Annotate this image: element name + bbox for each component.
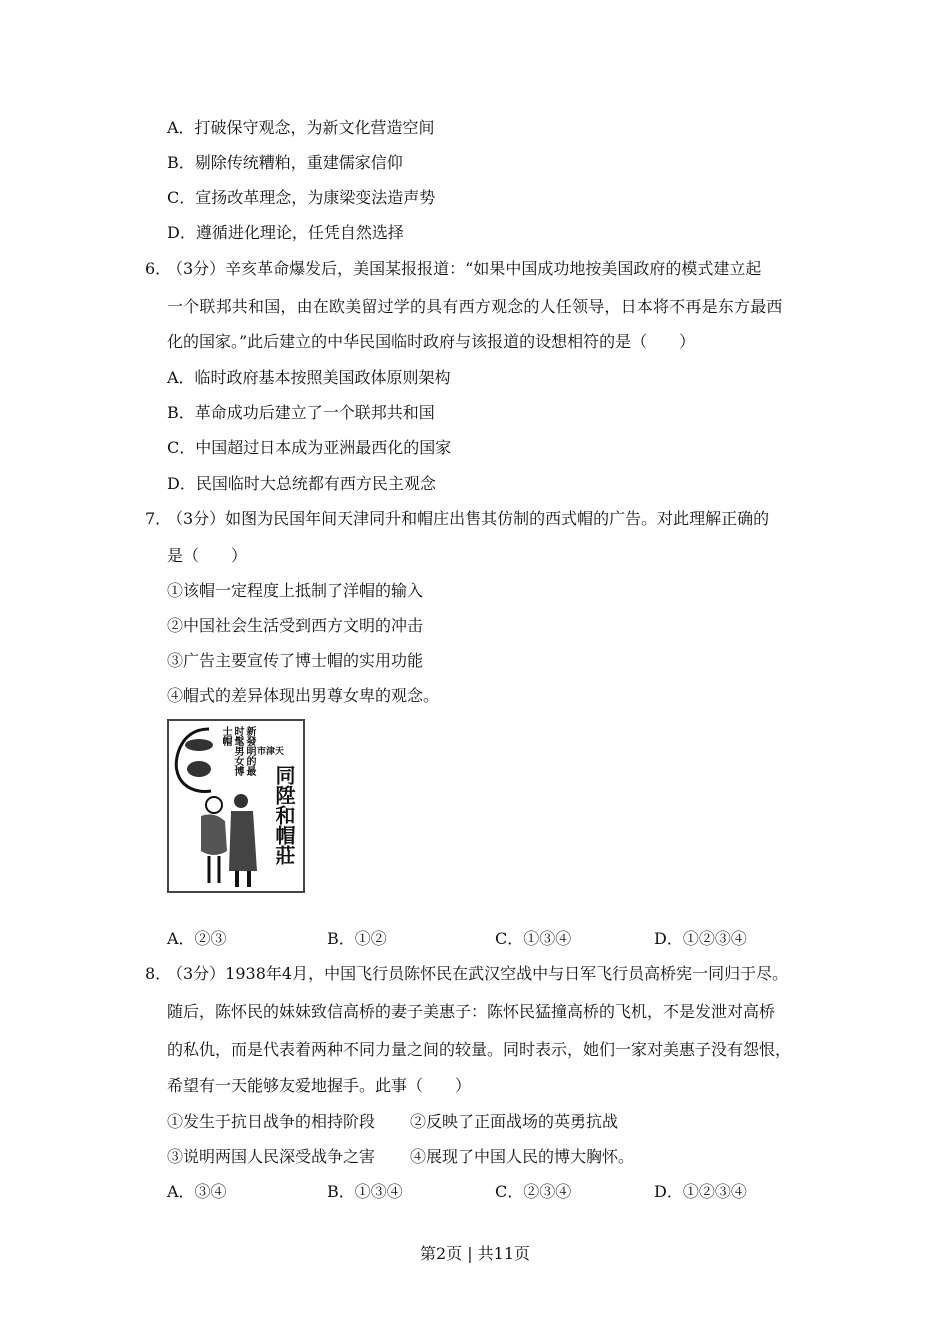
q6-number: 6． xyxy=(145,259,172,278)
q5-option-b: B．剔除传统糟粕，重建儒家信仰 xyxy=(167,153,403,172)
q7-stem-line: （3分）如图为民国年间天津同升和帽庄出售其仿制的西式帽的广告。对此理解正确的 xyxy=(167,509,770,528)
q6-option-b: B．革命成功后建立了一个联邦共和国 xyxy=(167,403,435,422)
q8-stem-line: 希望有一天能够友爱地握手。此事（ ） xyxy=(167,1076,472,1095)
q7-statement: ④帽式的差异体现出男尊女卑的观念。 xyxy=(167,686,440,705)
q8-statement: ③说明两国人民深受战争之害 xyxy=(167,1147,376,1166)
q8-stem-line: 的私仇，而是代表着两种不同力量之间的较量。同时表示，她们一家对美惠子没有怨恨， xyxy=(167,1040,792,1059)
q8-option-b: B．①③④ xyxy=(327,1182,403,1201)
q7-option-a: A．②③ xyxy=(167,929,227,948)
q7-option-d: D．①②③④ xyxy=(654,929,747,948)
q6-option-c: C．中国超过日本成为亚洲最西化的国家 xyxy=(167,438,452,457)
q7-stem-line: 是（ ） xyxy=(167,546,248,565)
q8-option-c: C．②③④ xyxy=(495,1182,572,1201)
q8-statement: ①发生于抗日战争的相持阶段 xyxy=(167,1112,376,1131)
q7-statement: ②中国社会生活受到西方文明的冲击 xyxy=(167,616,424,635)
page-footer: 第2页 | 共11页 xyxy=(419,1244,531,1263)
q7-option-c: C．①③④ xyxy=(495,929,572,948)
advertisement-shop-name: 同陞和帽莊 xyxy=(272,765,296,865)
q6-option-d: D．民国临时大总统都有西方民主观念 xyxy=(167,474,436,493)
q6-stem-line: （3分）辛亥革命爆发后，美国某报报道：“如果中国成功地按美国政府的模式建立起 xyxy=(167,259,762,278)
q7-option-b: B．①② xyxy=(327,929,387,948)
q8-statement: ②反映了正面战场的英勇抗战 xyxy=(410,1112,619,1131)
q8-option-d: D．①②③④ xyxy=(654,1182,747,1201)
q8-stem-line: （3分）1938年4月，中国飞行员陈怀民在武汉空战中与日军飞行员高桥宪一同归于尽。 xyxy=(167,964,789,983)
q5-option-c: C．宣扬改革理念，为康梁变法造声势 xyxy=(167,188,436,207)
q7-statement: ①该帽一定程度上抵制了洋帽的输入 xyxy=(167,581,424,600)
q5-option-d: D．遵循进化理论，任凭自然选择 xyxy=(167,223,404,242)
q6-stem-line: 化的国家。”此后建立的中华民国临时政府与该报道的设想相符的是（ ） xyxy=(167,332,696,351)
q6-option-a: A．临时政府基本按照美国政体原则架构 xyxy=(167,368,451,387)
q7-number: 7． xyxy=(145,509,172,528)
q6-stem-line: 一个联邦共和国，由在欧美留过学的具有西方观念的人任领导，日本将不再是东方最西 xyxy=(167,297,783,316)
advertisement-caption: 新發明的最时髦男女博士帽 xyxy=(220,726,255,776)
q8-number: 8． xyxy=(145,964,172,983)
q8-option-a: A．③④ xyxy=(167,1182,227,1201)
q7-statement: ③广告主要宣传了博士帽的实用功能 xyxy=(167,651,424,670)
q8-stem-line: 随后，陈怀民的妹妹致信高桥的妻子美惠子：陈怀民猛撞高桥的飞机，不是发泄对高桥 xyxy=(167,1002,776,1021)
q5-option-a: A．打破保守观念，为新文化营造空间 xyxy=(167,118,435,137)
hat-advertisement-image xyxy=(167,719,305,893)
advertisement-city: 天津市 xyxy=(257,747,285,757)
q8-statement: ④展现了中国人民的博大胸怀。 xyxy=(410,1147,635,1166)
